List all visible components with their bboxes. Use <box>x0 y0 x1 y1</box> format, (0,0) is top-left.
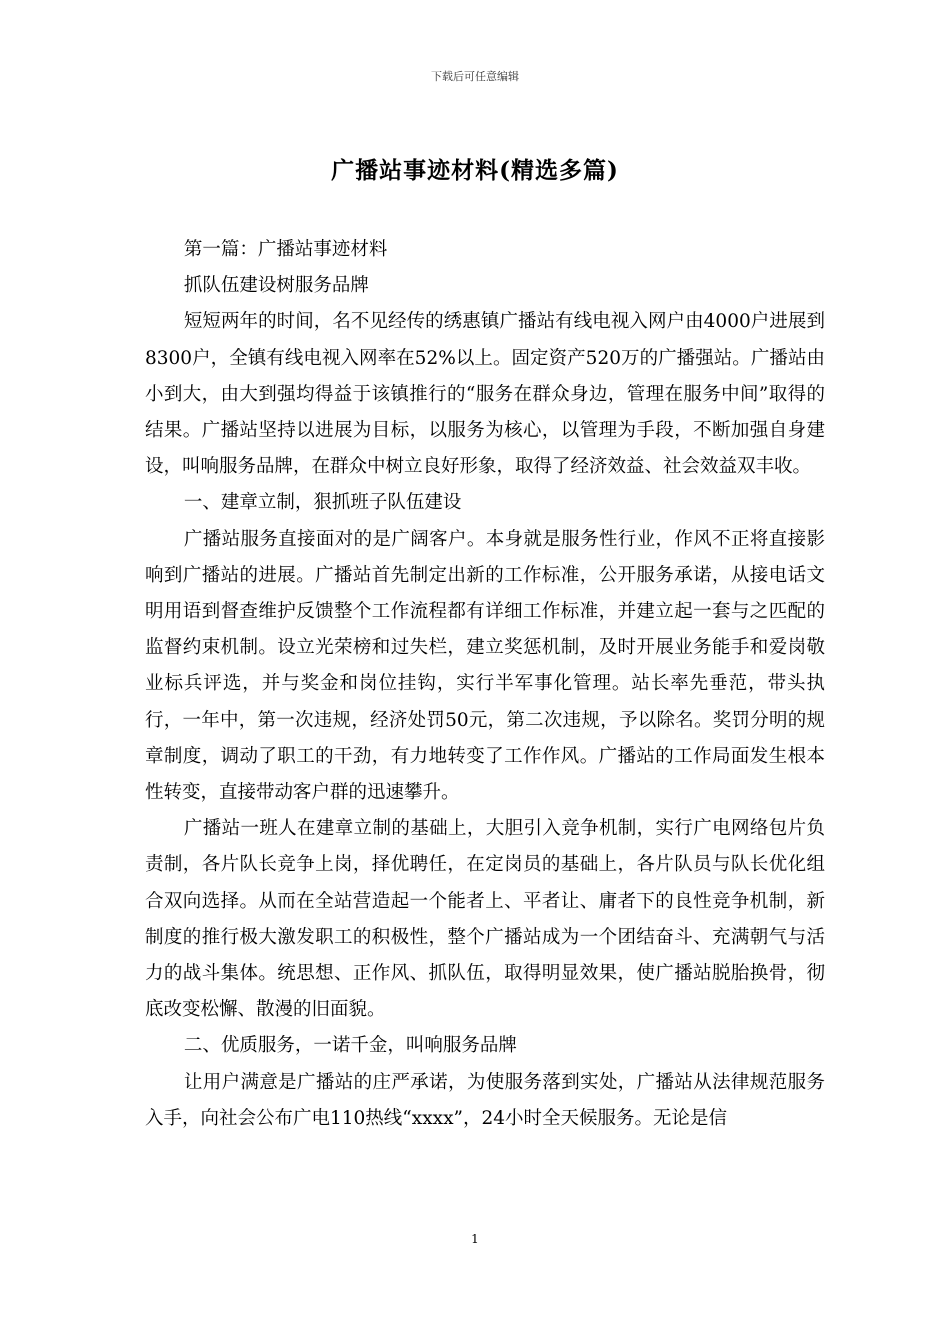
document-title: 广播站事迹材料(精选多篇) <box>331 157 619 184</box>
document-body <box>145 232 825 1137</box>
body-paragraph: 广播站一班人在建章立制的基础上，大胆引入竞争机制，实行广电网络包片负责制，各片队长竞争上岗，择优聘任，在定岗员的基础上，各片队员与队长优化组合双向选择。从而在全站营造起一个能者上、平者让、庸者下的良性竞争机制，新制度的推行极大激发职工的积极性，整个广播站成为一个团结奋斗、充满朝气与活力的战斗集体。统思想、正作风、抓队伍，取得明显效果，使广播站脱胎换骨，彻底改变松懈、散漫的旧面貌。 <box>145 818 825 1021</box>
header-note: 下载后可任意编辑 <box>431 70 519 83</box>
body-paragraph: 广播站服务直接面对的是广阔客户。本身就是服务性行业，作风不正将直接影响到广播站的进展。广播站首先制定出新的工作标准，公开服务承诺，从接电话文明用语到督查维护反馈整个工作流程都有详细工作标准，并建立起一套与之匹配的监督约束机制。设立光荣榜和过失栏，建立奖惩机制，及时开展业务能手和爱岗敬业标兵评选，并与奖金和岗位挂钩，实行半军事化管理。站长率先垂范，带头执行，一年中，第一次违规，经济处罚50元，第二次违规，予以除名。奖罚分明的规章制度，调动了职工的干劲，有力地转变了工作作风。广播站的工作局面发生根本性转变，直接带动客户群的迅速攀升。 <box>145 528 825 804</box>
body-paragraph: 让用户满意是广播站的庄严承诺，为使服务落到实处，广播站从法律规范服务入手，向社会公布广电110热线“xxxx”，24小时全天候服务。无论是信 <box>145 1071 825 1129</box>
page-number: 1 <box>471 1232 479 1246</box>
body-paragraph: 短短两年的时间，名不见经传的绣惠镇广播站有线电视入网户由4000户进展到8300户，全镇有线电视入网率在52%以上。固定资产520万的广播强站。广播站由小到大，由大到强均得益于该镇推行的“服务在群众身边，管理在服务中间”取得的结果。广播站坚持以进展为目标，以服务为核心，以管理为手段，不断加强自身建设，叫响服务品牌，在群众中树立良好形象，取得了经济效益、社会效益双丰收。 <box>145 311 825 478</box>
subsection-heading: 一、建章立制，狠抓班子队伍建设 <box>183 492 462 514</box>
section-heading: 第一篇：广播站事迹材料 <box>183 239 388 260</box>
article-subtitle: 抓队伍建设树服务品牌 <box>183 275 369 297</box>
subsection-heading: 二、优质服务，一诺千金，叫响服务品牌 <box>183 1035 517 1057</box>
